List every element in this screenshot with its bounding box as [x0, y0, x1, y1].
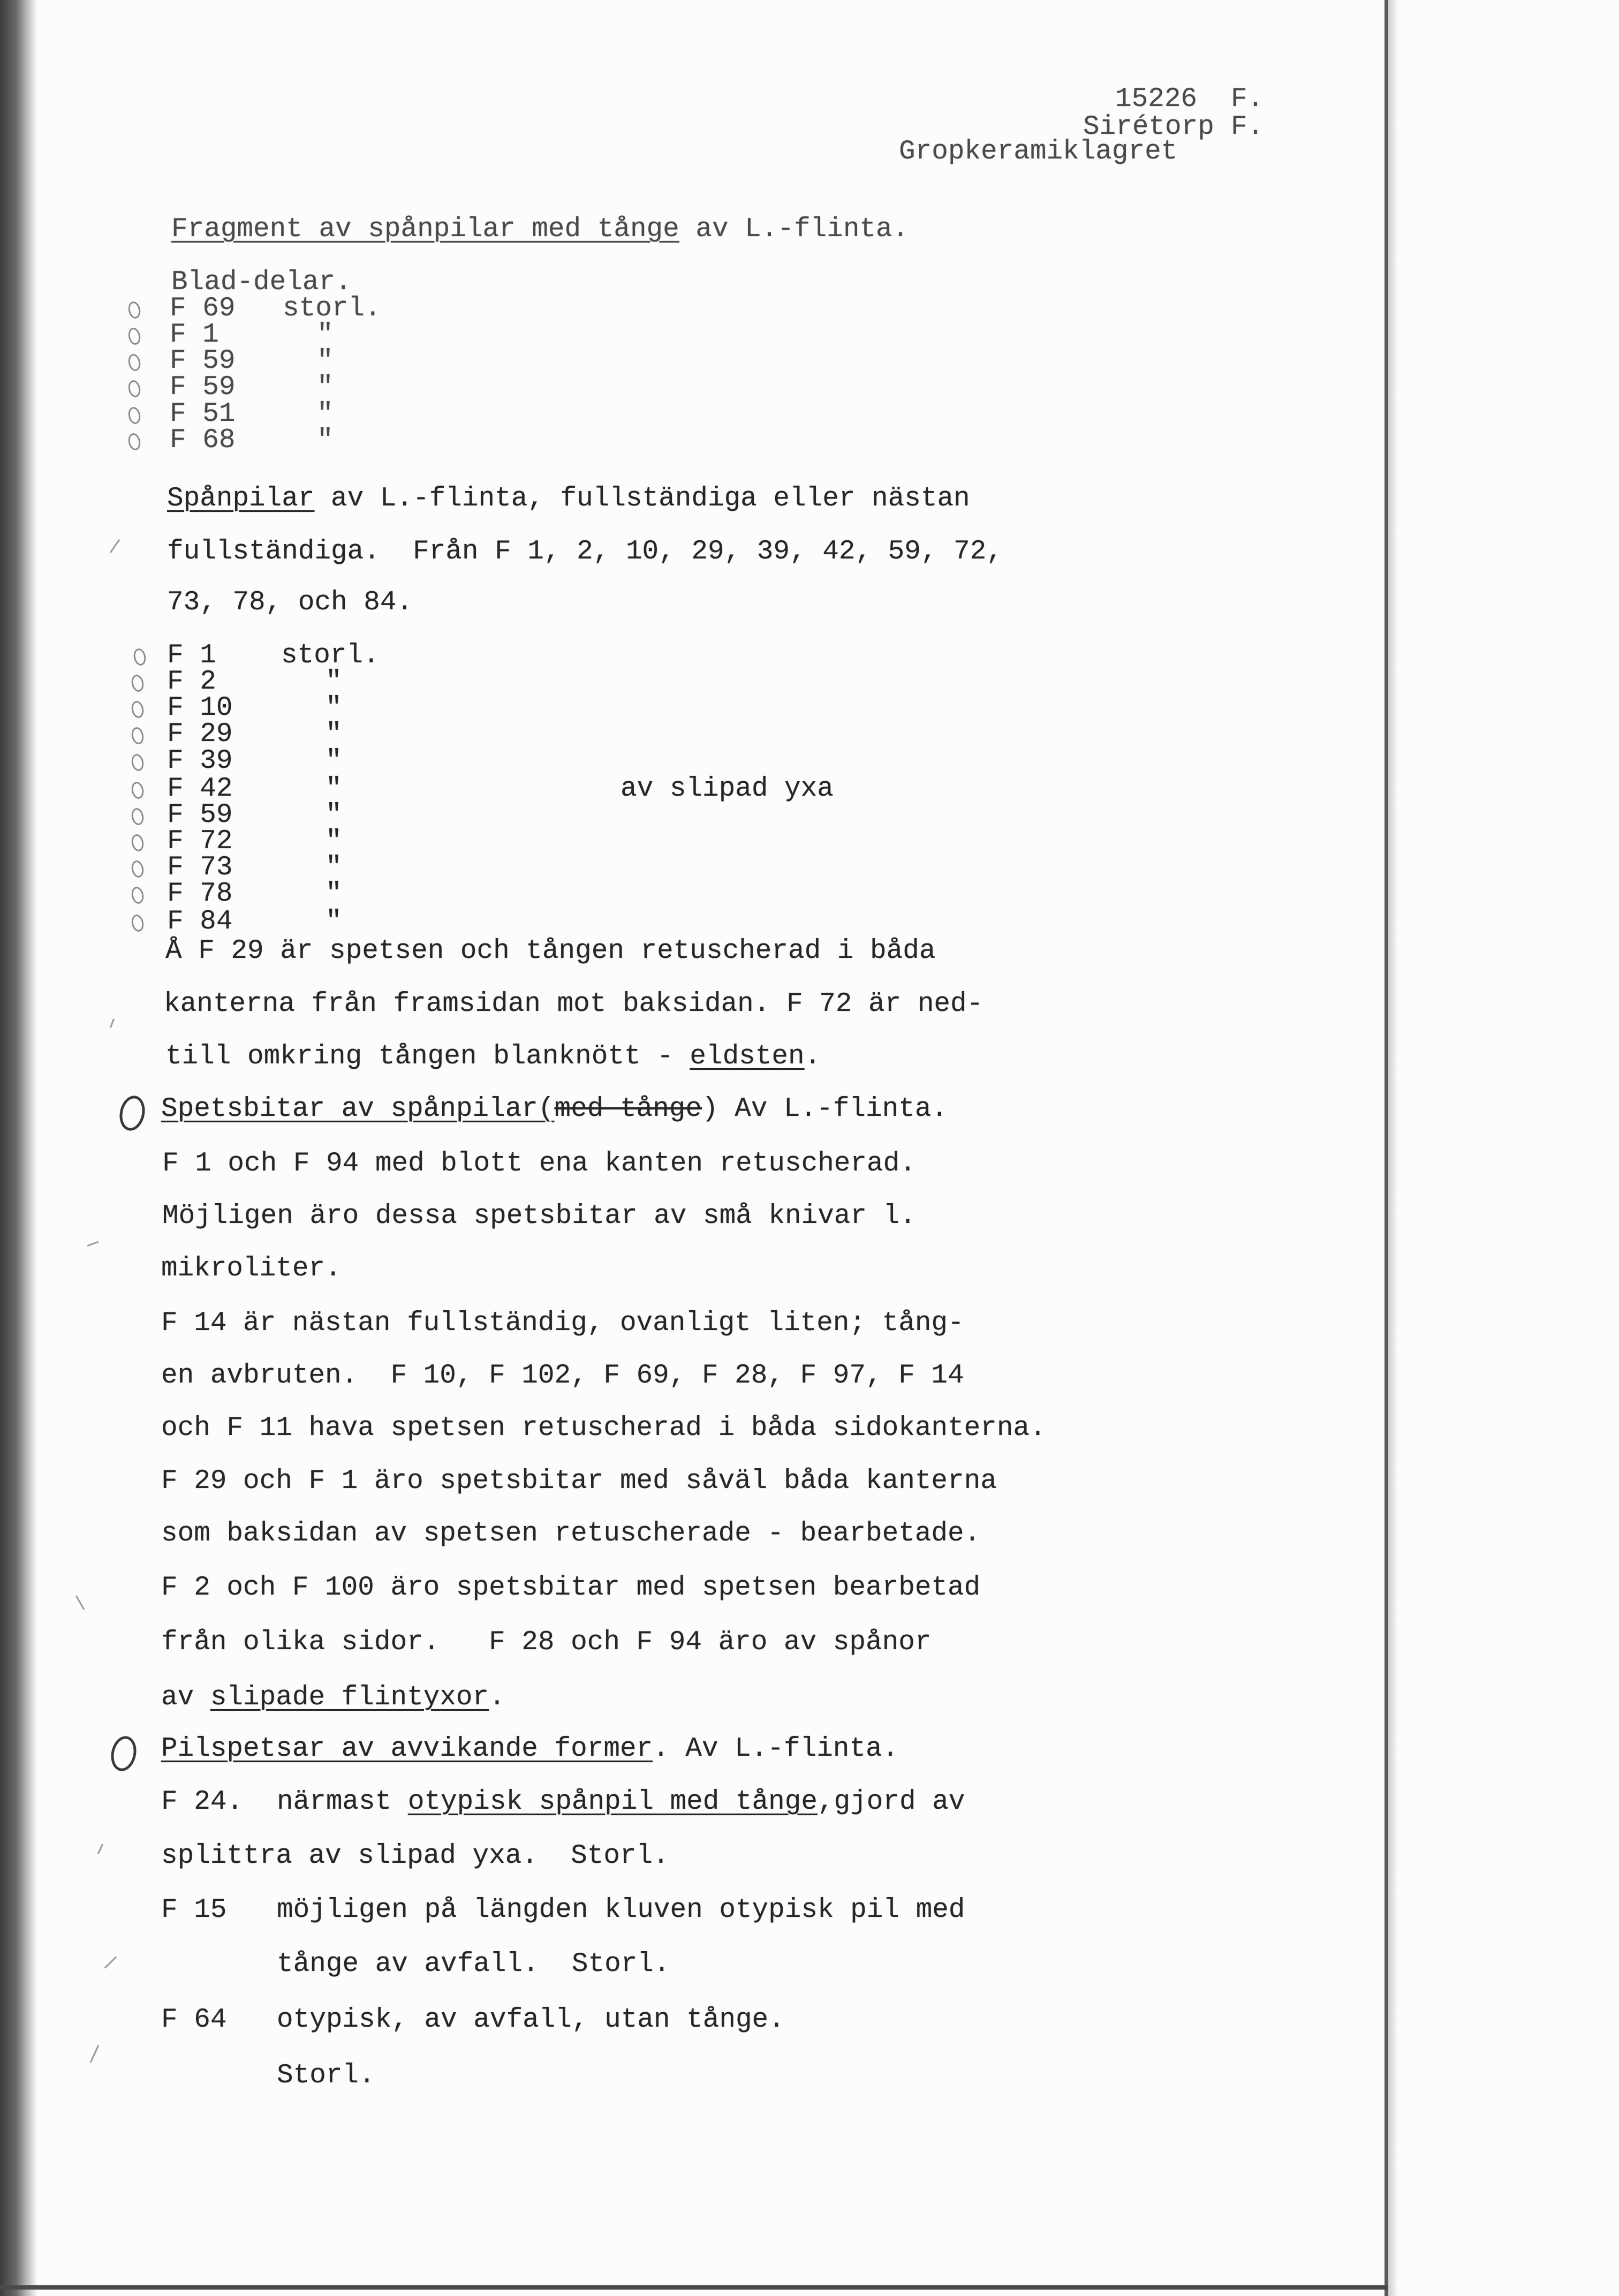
deviant-desc-text: närmast: [277, 1787, 408, 1817]
catalog-number: 15226: [1115, 84, 1198, 115]
blade-remark-line3-text: till omkring tången blanknött -: [165, 1041, 690, 1072]
tips-last-line-text: av: [161, 1682, 210, 1713]
handwritten-circle-mark: [117, 1093, 148, 1133]
blade-remark-line1: Å F 29 är spetsen och tången retuscherad i båda: [165, 936, 936, 966]
blade-item-id: F 84: [167, 907, 233, 937]
blade-item-id: F 59: [167, 800, 233, 830]
blade-item-id: F 10: [167, 693, 233, 723]
tips-line: mikroliter.: [161, 1253, 342, 1284]
blade-remark-line2: kanterna från framsidan mot baksidan. F 72 är ned-: [164, 989, 983, 1019]
blade-arrows-intro-rest: av L.-flinta, fullständiga eller nästan: [314, 484, 970, 514]
tips-heading-underlined: Spetsbitar av spånpilar: [161, 1094, 538, 1124]
pencil-tick: [75, 1595, 85, 1610]
blade-item-size: ": [326, 852, 342, 883]
tips-line: och F 11 hava spetsen retuscherad i båda sidokanterna.: [161, 1413, 1046, 1444]
page-edge-bottom: [0, 2285, 1388, 2290]
deviant-heading-underlined: Pilspetsar av avvikande former: [161, 1734, 653, 1764]
tips-line: F 1 och F 94 med blott ena kanten retuscherad.: [162, 1149, 916, 1179]
pencil-check-mark: [127, 300, 142, 320]
tips-line: en avbruten. F 10, F 102, F 69, F 28, F 97, F 14: [161, 1361, 964, 1391]
blade-item-id: F 2: [167, 667, 216, 697]
blade-item-size: ": [326, 746, 342, 776]
blade-item-size: ": [326, 826, 342, 857]
pencil-check-mark: [132, 647, 147, 667]
handwritten-circle-mark: [108, 1734, 140, 1773]
pencil-tick: [110, 539, 120, 553]
deviant-entry-continuation: Storl.: [277, 2060, 375, 2091]
deviant-entry-desc: otypisk, av avfall, utan tånge.: [277, 2005, 785, 2035]
blade-item-id: F 42: [167, 774, 233, 804]
tips-heading-rest: Av L.-flinta.: [718, 1094, 948, 1124]
blade-arrows-heading-underlined: Spånpilar: [167, 484, 315, 514]
pencil-tick: [87, 1241, 99, 1247]
fragment-item-id: F 59: [170, 372, 236, 403]
tips-line: som baksidan av spetsen retuscherade - bearbetade.: [161, 1519, 981, 1549]
blade-arrows-intro-line3: 73, 78, och 84.: [167, 587, 413, 618]
pencil-check-mark: [127, 353, 142, 372]
blade-item-note: av slipad yxa: [621, 774, 834, 804]
blade-item-size: ": [326, 693, 342, 723]
fragment-item-size: ": [317, 399, 334, 429]
tips-heading: [161, 1093, 948, 1126]
blade-item-size: ": [326, 907, 342, 937]
blade-arrows-intro-line2: fullständiga. Från F 1, 2, 10, 29, 39, 42, 59, 72,: [167, 537, 1003, 567]
pencil-check-mark: [127, 406, 142, 425]
pencil-check-mark: [127, 327, 142, 346]
deviant-desc-end: ,gjord av: [817, 1787, 965, 1817]
layer-name: Gropkeramiklagret: [899, 137, 1178, 167]
pencil-check-mark: [130, 753, 145, 772]
catalog-mark: F.: [1231, 84, 1264, 115]
fragment-item-size: ": [317, 425, 334, 456]
site-name: Sirétorp: [1083, 112, 1214, 142]
blade-arrows-intro-line1: [167, 483, 970, 515]
pencil-tick: [110, 1018, 115, 1028]
deviant-entry-continuation: tånge av avfall. Storl.: [277, 1949, 670, 1980]
tips-heading-struck: med tånge: [554, 1094, 702, 1124]
pencil-check-mark: [127, 432, 142, 451]
fragment-item-id: F 1: [170, 320, 219, 350]
tips-last-line: [161, 1682, 505, 1714]
tips-line: F 2 och F 100 äro spetsbitar med spetsen bearbetad: [161, 1573, 981, 1603]
tips-last-line-end: .: [489, 1682, 505, 1713]
fragment-item-id: F 59: [170, 346, 236, 376]
deviant-entry-desc: möjligen på längden kluven otypisk pil med: [277, 1895, 965, 1925]
pencil-check-mark: [130, 833, 145, 852]
fragment-item-id: F 51: [170, 399, 236, 429]
deviant-heading-rest: . Av L.-flinta.: [653, 1734, 899, 1764]
page-edge-shadow: [1388, 0, 1398, 2296]
fragments-heading-underlined: Fragment av spånpilar med tånge: [171, 214, 679, 245]
deviant-heading: [161, 1733, 898, 1765]
blade-item-size: ": [326, 719, 342, 750]
page-edge-right: [1385, 0, 1388, 2296]
fragment-item-id: F 68: [170, 425, 236, 456]
fragment-item-size: storl.: [283, 293, 381, 324]
blade-remark-line3: [165, 1041, 821, 1073]
deviant-entry-continuation: splittra av slipad yxa. Storl.: [161, 1841, 669, 1871]
pencil-check-mark: [130, 886, 145, 905]
fragment-item-id: F 69: [170, 293, 236, 324]
blade-item-id: F 72: [167, 826, 233, 857]
pencil-tick: [90, 2045, 100, 2063]
pencil-check-mark: [130, 700, 145, 719]
blade-remark-underlined: eldsten: [690, 1041, 805, 1072]
fragments-heading-rest: av L.-flinta.: [679, 214, 909, 245]
fragment-item-size: ": [317, 372, 334, 403]
pencil-check-mark: [130, 674, 145, 693]
blade-item-size: ": [326, 774, 342, 804]
blade-item-id: F 39: [167, 746, 233, 776]
blade-item-size: ": [326, 800, 342, 830]
pencil-check-mark: [130, 726, 145, 745]
blade-item-id: F 29: [167, 719, 233, 750]
pencil-check-mark: [127, 379, 142, 398]
tips-heading-paren-open: (: [538, 1094, 555, 1124]
pencil-tick: [97, 1844, 103, 1854]
deviant-entry-id: F 24.: [161, 1787, 244, 1817]
fragment-item-size: ": [317, 320, 334, 350]
pencil-check-mark: [130, 913, 145, 933]
deviant-entry-desc: [277, 1786, 965, 1818]
fragment-item-size: ": [317, 346, 334, 376]
deviant-entry-id: F 15: [161, 1895, 227, 1925]
blade-item-id: F 73: [167, 852, 233, 883]
tips-line: Möjligen äro dessa spetsbitar av små knivar l.: [162, 1201, 916, 1232]
pencil-check-mark: [130, 807, 145, 826]
tips-line: från olika sidor. F 28 och F 94 äro av spånor: [161, 1627, 932, 1658]
tips-heading-paren-close: ): [701, 1094, 718, 1124]
blade-item-id: F 78: [167, 879, 233, 909]
tips-line: F 29 och F 1 äro spetsbitar med såväl båda kanterna: [161, 1466, 997, 1497]
pencil-tick: [104, 1956, 117, 1968]
blade-item-size: ": [326, 667, 342, 697]
blade-item-size: ": [326, 879, 342, 909]
scan-edge-left: [0, 0, 37, 2296]
deviant-entry-id: F 64: [161, 2005, 227, 2035]
site-mark: F.: [1231, 112, 1264, 142]
blade-remark-line3-end: .: [804, 1041, 821, 1072]
blade-item-id: F 1: [167, 640, 216, 671]
fragments-heading: [171, 214, 909, 246]
blade-item-size: storl.: [281, 640, 380, 671]
tips-last-line-underlined: slipade flintyxor: [210, 1682, 489, 1713]
fragments-subheading: Blad-delar.: [171, 267, 352, 298]
tips-line: F 14 är nästan fullständig, ovanligt liten; tång-: [161, 1308, 964, 1339]
pencil-check-mark: [130, 781, 145, 800]
deviant-desc-underlined: otypisk spånpil med tånge: [407, 1787, 818, 1817]
pencil-check-mark: [130, 859, 145, 879]
